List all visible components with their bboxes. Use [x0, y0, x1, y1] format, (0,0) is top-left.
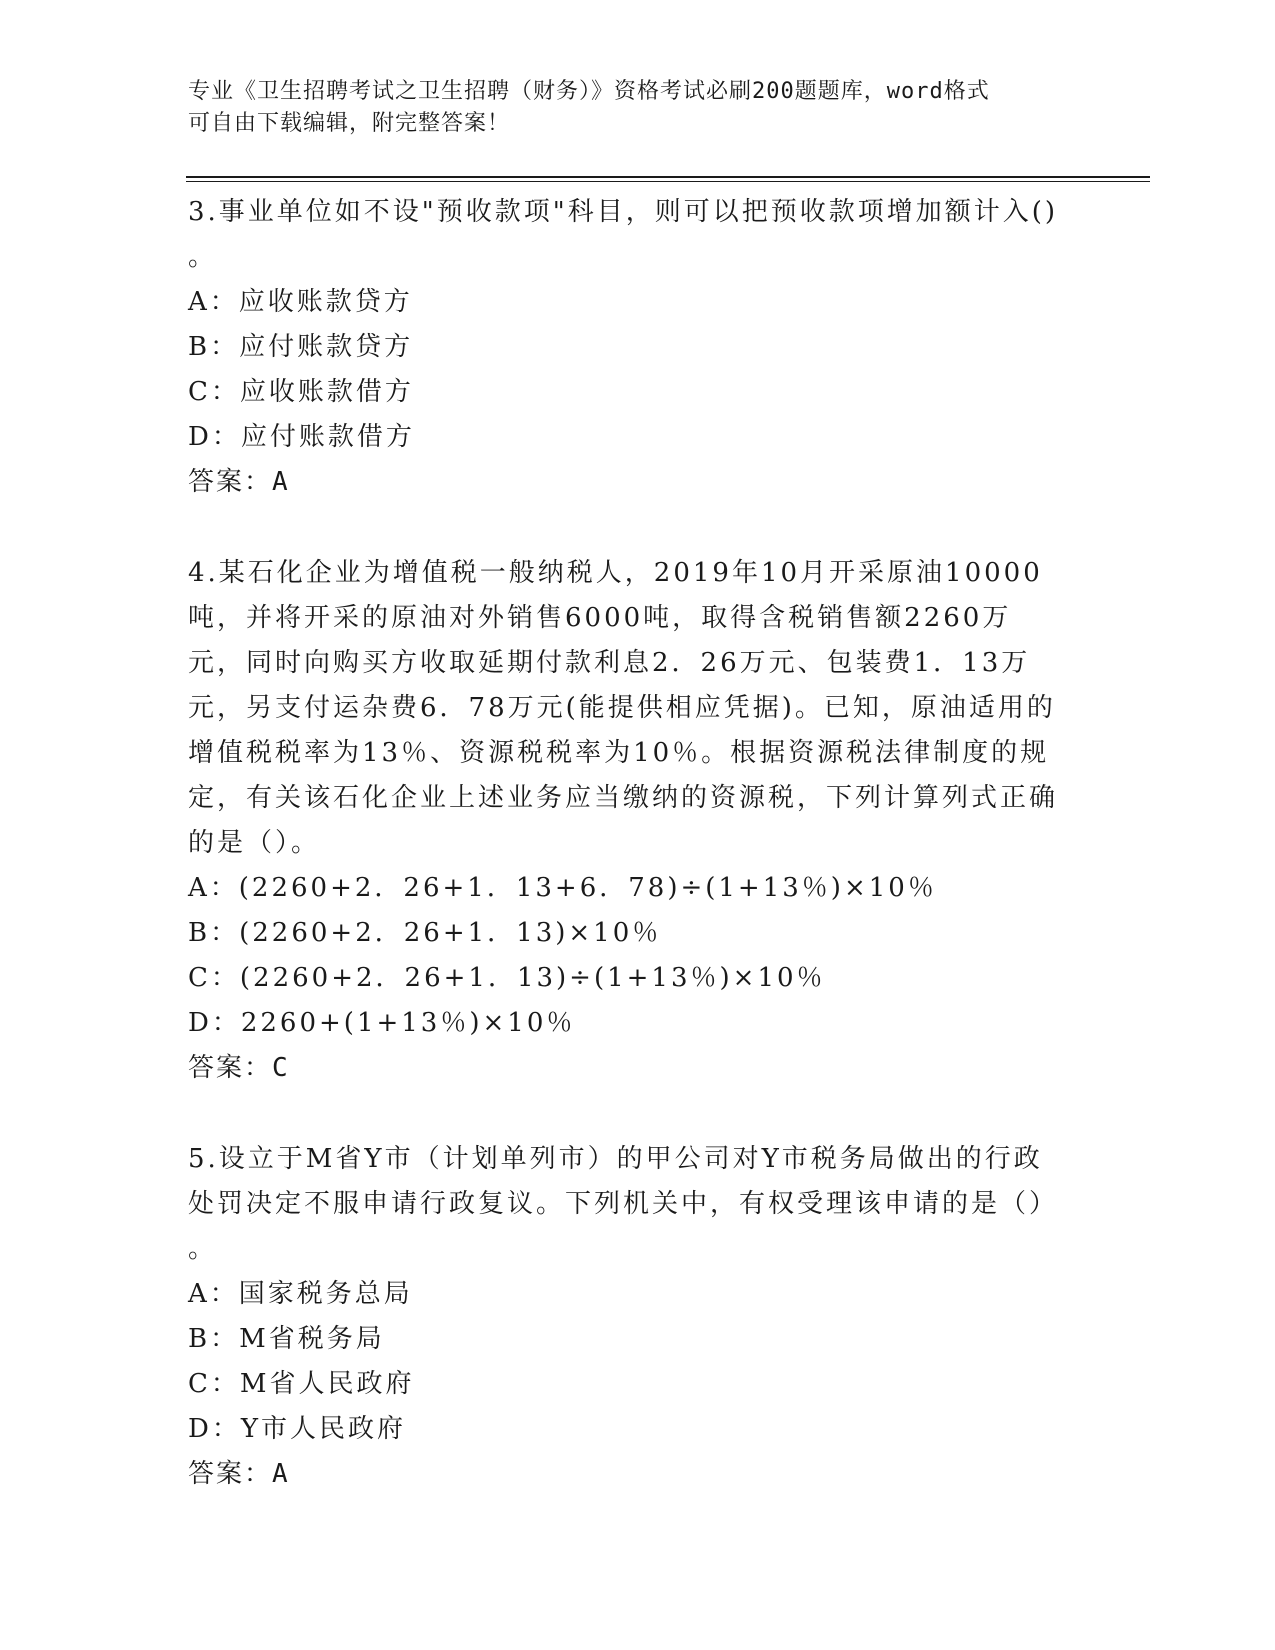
option-c: C：(2260+2．26+1．13)÷(1+13％)×10％ — [188, 963, 826, 993]
option-b: B：(2260+2．26+1．13)×10％ — [188, 918, 662, 948]
option-b: B：应付账款贷方 — [188, 332, 414, 362]
question-4 — [188, 551, 1068, 1091]
question-stem — [188, 551, 1068, 866]
question-stem-text: 5.设立于M省Y市（计划单列市）的甲公司对Y市税务局做出的行政处罚决定不服申请行政复议。下列机关中，有权受理该申请的是（） — [188, 1144, 1059, 1219]
option-a: A：(2260+2．26+1．13+6．78)÷(1+13％)×10％ — [188, 873, 937, 903]
question-stem-tail: 。 — [188, 1234, 218, 1264]
answer-line: 答案：A — [188, 467, 290, 497]
header-title-line-1: 专业《卫生招聘考试之卫生招聘（财务）》资格考试必刷200题题库，word格式 — [188, 79, 990, 104]
option-d: D：应付账款借方 — [188, 422, 415, 452]
question-stem — [188, 1137, 1068, 1272]
option-a: A：应收账款贷方 — [188, 287, 413, 317]
question-5 — [188, 1137, 1068, 1497]
question-list — [188, 190, 1068, 1543]
header-divider — [186, 176, 1150, 182]
option-a: A：国家税务总局 — [188, 1279, 413, 1309]
option-b: B：M省税务局 — [188, 1324, 385, 1354]
question-3 — [188, 190, 1068, 505]
question-stem-tail: 。 — [188, 242, 218, 272]
answer-line: 答案：C — [188, 1053, 290, 1083]
document-header — [188, 76, 1088, 140]
question-stem-text: 3.事业单位如不设"预收款项"科目，则可以把预收款项增加额计入() — [188, 197, 1059, 227]
option-d: D：Y市人民政府 — [188, 1414, 407, 1444]
option-c: C：M省人民政府 — [188, 1369, 415, 1399]
question-stem-text: 4.某石化企业为增值税一般纳税人，2019年10月开采原油10000吨，并将开采的原油对外销售6000吨，取得含税销售额2260万元，同时向购买方收取延期付款利息2．26万元、包装费1．13万元，另支付运杂费6．78万元(能提供相应凭据)。已知，原油适用的增值税税率为13％、资源税税率为10％。根据资源税法律制度的规定，有关该石化企业上述业务应当缴纳的资源税，下列计算列式正确的是（）。 — [188, 558, 1059, 858]
option-d: D：2260+(1+13％)×10％ — [188, 1008, 576, 1038]
option-c: C：应收账款借方 — [188, 377, 414, 407]
header-title-line-2: 可自由下载编辑，附完整答案！ — [188, 111, 511, 136]
question-stem — [188, 190, 1068, 280]
answer-line: 答案：A — [188, 1459, 290, 1489]
